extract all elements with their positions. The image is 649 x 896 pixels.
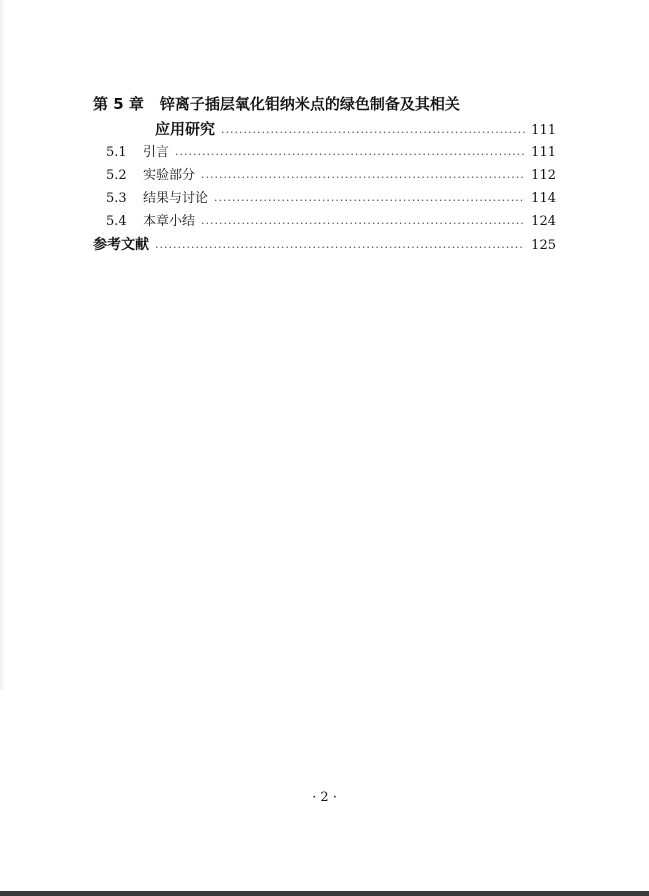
page-edge-shade bbox=[0, 0, 6, 690]
section-page-number: 124 bbox=[531, 214, 556, 229]
toc-references[interactable] bbox=[93, 233, 556, 257]
chapter-number: 第 5 章 bbox=[93, 95, 144, 113]
dot-leader bbox=[221, 118, 525, 142]
dot-leader bbox=[155, 233, 525, 257]
dot-leader bbox=[175, 140, 525, 163]
section-title: 本章小结 bbox=[143, 214, 196, 229]
dot-leader bbox=[201, 209, 525, 232]
bottom-edge-bar bbox=[0, 891, 649, 896]
dot-leader bbox=[214, 186, 525, 209]
section-page-number: 114 bbox=[531, 191, 556, 206]
toc-chapter-5-title[interactable] bbox=[93, 93, 556, 115]
table-of-contents bbox=[93, 93, 556, 257]
references-title: 参考文献 bbox=[93, 237, 149, 253]
section-number: 5.2 bbox=[106, 168, 127, 183]
page-footer-number: · 2 · bbox=[312, 790, 337, 805]
section-number: 5.3 bbox=[106, 191, 127, 206]
chapter-title-line2: 应用研究 bbox=[155, 120, 216, 138]
section-number: 5.1 bbox=[106, 145, 127, 160]
section-number: 5.4 bbox=[106, 214, 127, 229]
section-title: 实验部分 bbox=[143, 168, 196, 183]
chapter-page-number: 111 bbox=[531, 123, 556, 138]
section-page-number: 111 bbox=[531, 145, 556, 160]
references-page-number: 125 bbox=[531, 238, 556, 253]
toc-section-5-2[interactable] bbox=[93, 164, 556, 187]
chapter-title-line1: 锌离子插层氧化钼纳米点的绿色制备及其相关 bbox=[159, 95, 460, 113]
section-title: 结果与讨论 bbox=[143, 191, 209, 206]
toc-section-5-1[interactable] bbox=[93, 141, 556, 164]
toc-section-5-3[interactable] bbox=[93, 187, 556, 210]
toc-chapter-5-title-cont[interactable] bbox=[93, 117, 556, 141]
section-title: 引言 bbox=[143, 145, 170, 160]
dot-leader bbox=[201, 163, 525, 186]
section-page-number: 112 bbox=[531, 168, 556, 183]
toc-section-5-4[interactable] bbox=[93, 210, 556, 233]
